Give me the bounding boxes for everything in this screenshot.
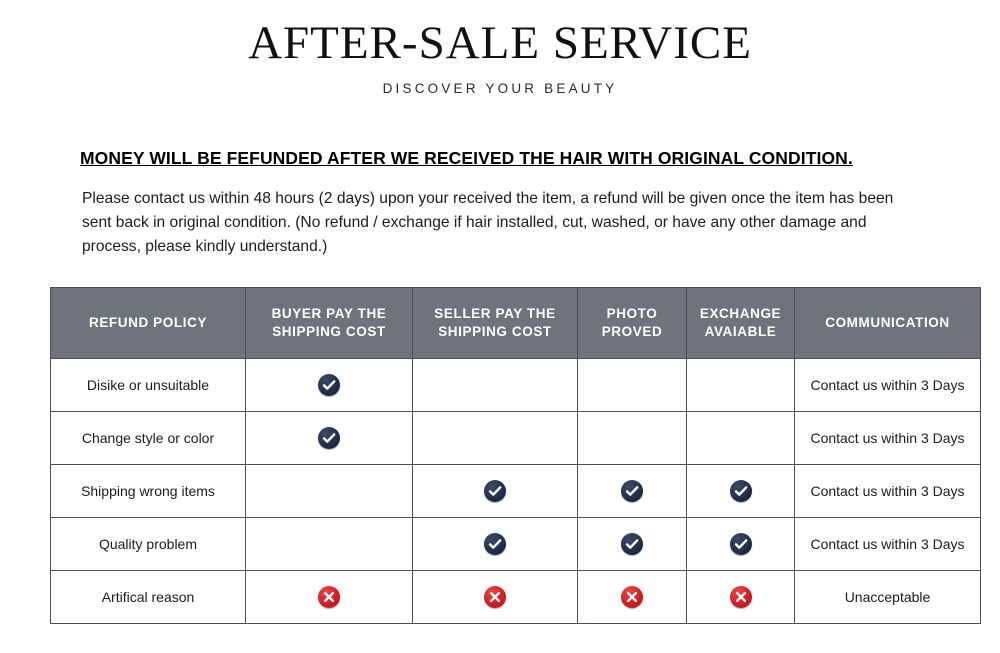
table-row <box>51 465 981 518</box>
cell-policy-name: Change style or color <box>51 412 246 465</box>
cell-communication: Contact us within 3 Days <box>795 412 981 465</box>
column-header-seller-pay-line2: SHIPPING COST <box>438 324 552 340</box>
cell-exchange-avaiable <box>687 412 795 465</box>
cell-photo-proved <box>578 412 687 465</box>
refund-policy-table-wrapper <box>50 287 965 624</box>
check-circle-icon <box>621 480 643 502</box>
cell-communication: Contact us within 3 Days <box>795 359 981 412</box>
table-row <box>51 412 981 465</box>
check-circle-icon <box>318 427 340 449</box>
cell-policy-name: Disike or unsuitable <box>51 359 246 412</box>
cell-seller-pay <box>413 359 578 412</box>
table-header <box>51 288 981 359</box>
cross-circle-icon <box>318 586 340 608</box>
refund-policy-table <box>50 287 981 624</box>
cell-communication: Contact us within 3 Days <box>795 518 981 571</box>
cell-seller-pay <box>413 518 578 571</box>
cell-buyer-pay <box>246 465 413 518</box>
table-row <box>51 571 981 624</box>
policy-heading: MONEY WILL BE FEFUNDED AFTER WE RECEIVED THE HAIR WITH ORIGINAL CONDITION. <box>80 147 853 168</box>
column-header-communication <box>795 288 981 359</box>
page-subtitle: DISCOVER YOUR BEAUTY <box>382 80 618 96</box>
page-header <box>0 0 1000 96</box>
cell-buyer-pay <box>246 359 413 412</box>
policy-section <box>50 148 950 259</box>
table-row <box>51 518 981 571</box>
cross-circle-icon <box>484 586 506 608</box>
cell-photo-proved <box>578 571 687 624</box>
cell-photo-proved <box>578 518 687 571</box>
column-header-refund-policy <box>51 288 246 359</box>
table-row <box>51 359 981 412</box>
column-header-refund-policy-line1: REFUND POLICY <box>88 315 208 331</box>
cell-photo-proved <box>578 359 687 412</box>
column-header-seller-pay-line1: SELLER PAY THE <box>434 306 556 321</box>
cell-communication: Contact us within 3 Days <box>795 465 981 518</box>
cell-exchange-avaiable <box>687 571 795 624</box>
page-title: AFTER-SALE SERVICE <box>248 17 752 69</box>
cell-communication: Unacceptable <box>795 571 981 624</box>
check-circle-icon <box>730 533 752 555</box>
check-circle-icon <box>484 533 506 555</box>
check-circle-icon <box>484 480 506 502</box>
cell-photo-proved <box>578 465 687 518</box>
cell-buyer-pay <box>246 518 413 571</box>
column-header-exchange-avaiable-line2: AVAIABLE <box>704 324 777 340</box>
cell-exchange-avaiable <box>687 465 795 518</box>
cell-exchange-avaiable <box>687 359 795 412</box>
cell-seller-pay <box>413 412 578 465</box>
policy-paragraph: Please contact us within 48 hours (2 days) upon your received the item, a refund will be given once the item has been sent back in original condition. (No refund / exchange if hair installed, cut, washed, or have any other damage and process, please kindly understand.) <box>82 189 894 256</box>
column-header-buyer-pay <box>246 288 413 359</box>
cell-buyer-pay <box>246 571 413 624</box>
cross-circle-icon <box>621 586 643 608</box>
cell-buyer-pay <box>246 412 413 465</box>
column-header-buyer-pay-line1: BUYER PAY THE <box>271 306 387 321</box>
cross-circle-icon <box>730 586 752 608</box>
cell-seller-pay <box>413 465 578 518</box>
table-header-row <box>51 288 981 359</box>
column-header-photo-proved-line1: PHOTO <box>606 306 658 321</box>
column-header-seller-pay <box>413 288 578 359</box>
cell-policy-name: Shipping wrong items <box>51 465 246 518</box>
column-header-exchange-avaiable <box>687 288 795 359</box>
column-header-exchange-avaiable-line1: EXCHANGE <box>699 306 782 321</box>
cell-seller-pay <box>413 571 578 624</box>
column-header-communication-line1: COMMUNICATION <box>825 315 950 331</box>
column-header-photo-proved-line2: PROVED <box>601 324 663 340</box>
cell-exchange-avaiable <box>687 518 795 571</box>
cell-policy-name: Artifical reason <box>51 571 246 624</box>
check-circle-icon <box>621 533 643 555</box>
check-circle-icon <box>318 374 340 396</box>
table-body <box>51 359 981 624</box>
check-circle-icon <box>730 480 752 502</box>
column-header-photo-proved <box>578 288 687 359</box>
column-header-buyer-pay-line2: SHIPPING COST <box>272 324 386 340</box>
cell-policy-name: Quality problem <box>51 518 246 571</box>
